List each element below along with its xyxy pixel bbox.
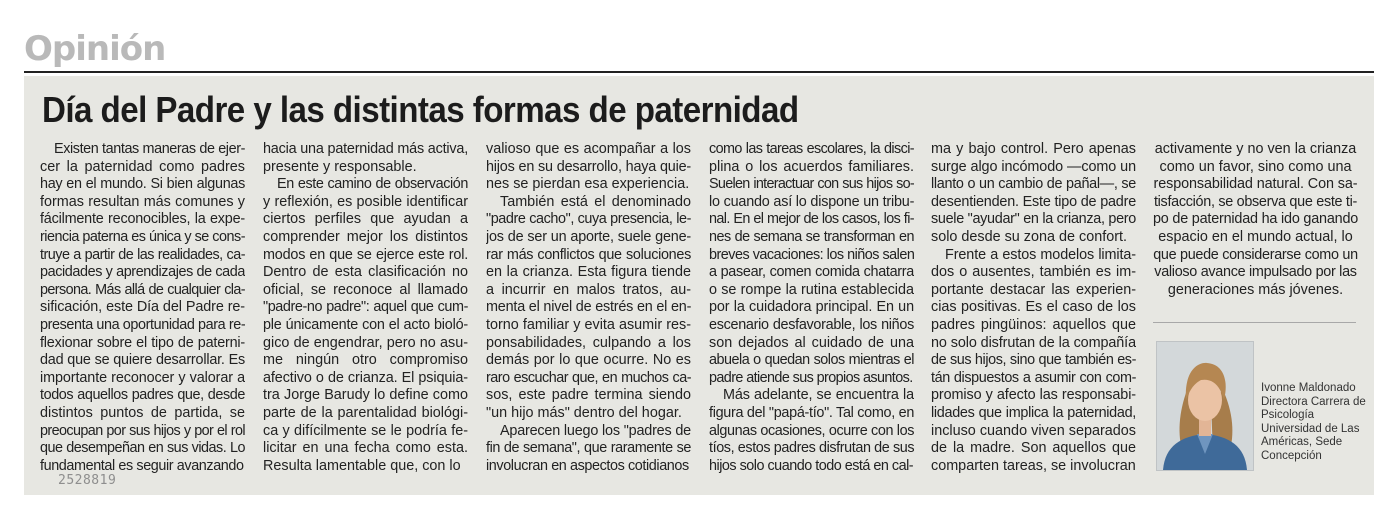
article-text-line: comparten tareas, se involucran [931, 457, 1136, 474]
article-text-line: ca y difícilmente se le podría fe- [263, 422, 468, 439]
section-rule [24, 71, 1374, 73]
article-text-line: oficial, se reconoce al llamado [263, 281, 468, 298]
article-text-line: hijos solo cuando todo está en cal- [709, 457, 914, 474]
article-column-4 [709, 141, 914, 475]
article-text-line: menta el nivel de estrés en el en- [486, 299, 691, 316]
article-text-line: preocupan por sus hijos y por el rol [40, 422, 245, 439]
article-text-line: En este camino de observación [277, 176, 468, 193]
article-text-line: riencia paterna es única y se cons- [40, 228, 245, 245]
article-text-line: de sus hijos, sino que también es- [931, 352, 1136, 369]
article-code: 2528819 [58, 473, 117, 488]
article-text-line: son dejados al cuidado de una [709, 334, 914, 351]
article-text-line: abuela o quedan solos mientras el [709, 352, 914, 369]
article-text-line: tíos, estos padres disfrutan de sus [709, 440, 914, 457]
article-text-line: incluso cuando viven separados [931, 422, 1136, 439]
article-text-line: hacia una paternidad más activa, [263, 141, 468, 157]
article-text-line: como un favor, sino como una [1159, 158, 1352, 175]
article-text-line: sificación, este Día del Padre re- [40, 299, 245, 316]
author-role-line: Directora Carrera de [1261, 395, 1366, 408]
article-text-line: figura del "papá-tío". Tal como, en [709, 404, 914, 421]
article-text-line: nes se pierdan esa experiencia. [486, 176, 690, 193]
article-text-line: escenario desfavorable, los niños [709, 316, 914, 333]
article-text-line: suele "ayudar" en la crianza, pero [931, 211, 1136, 228]
article-column-1 [40, 141, 245, 475]
article-text-line: presenta una oportunidad para re- [40, 316, 245, 333]
article-text-line: a pasear, comen comida chatarra [709, 264, 914, 281]
author-role-line: Américas, Sede [1261, 436, 1343, 449]
article-text-line: de la madre. Son aquellos que [931, 440, 1136, 457]
article-text-line: o se rompe la rutina establecida [709, 281, 914, 298]
article-text-line: algunas ocasiones, ocurre con los [709, 422, 914, 439]
article-text-line: ciertos perfiles que ayudan a [263, 211, 468, 228]
article-text-line: presente y responsable. [263, 158, 417, 175]
author-role-line: Psicología [1261, 409, 1315, 422]
article-text-line: portante destacar las experien- [931, 281, 1136, 298]
article-text-line: que puede considerarse como un [1153, 246, 1358, 263]
article-text-line: parte de la parentalidad biológi- [263, 404, 468, 421]
article-text-line: solo desde su zona de confort. [931, 228, 1128, 245]
article-text-line: responsabilidad natural. Con sa- [1153, 176, 1358, 193]
article-text-line: Resulta lamentable que, con lo [263, 457, 461, 474]
article-text-line: me ningún otro compromiso [263, 352, 468, 369]
article-text-line: hay en el mundo. Si bien algunas [40, 176, 245, 193]
article-text-line: surge algo incómodo —como un [931, 158, 1136, 175]
article-text-line: tra Jorge Barudy lo define como [263, 387, 468, 404]
article-text-line: distintos puntos de partida, se [40, 404, 245, 421]
author-separator [1153, 322, 1356, 323]
article-text-line: Existen tantas maneras de ejer- [54, 141, 245, 157]
author-role-line: Universidad de Las [1261, 422, 1360, 435]
article-text-line: fundamental es seguir avanzando [40, 457, 244, 474]
article-text-line: padres pingüinos: aquellos que [931, 316, 1136, 333]
article-text-line: hijos en su desarrollo, haya quie- [486, 158, 691, 175]
article-text-line: dad que se quiere desarrollar. Es [40, 352, 245, 369]
article-text-line: breves vacaciones: los niños salen [709, 246, 914, 263]
article-text-line: valioso que es acompañar a los [486, 141, 691, 157]
article-text-line: Dentro de esta clasificación no [263, 264, 468, 281]
article-text-line: ponsabilidades, culpando a los [486, 334, 691, 351]
article-text-line: padre atiende sus propios asuntos. [709, 369, 913, 386]
article-text-line: fin de semana", que raramente se [486, 440, 691, 457]
article-text-line: cias positivas. Es el caso de los [931, 299, 1136, 316]
article-text-line: "padre cacho", cuya presencia, le- [486, 211, 691, 228]
article-text-line: afectivo o de crianza. El psiquia- [263, 369, 468, 386]
article-text-line: truye a partir de las realidades, ca- [40, 246, 245, 263]
article-text-line: no solo disfrutan de la compañía [931, 334, 1136, 351]
author-name: Ivonne Maldonado [1261, 382, 1356, 394]
article-text-line: "un hijo más" dentro del hogar. [486, 404, 682, 421]
article-text-line: a incurrir en malos tratos, au- [486, 281, 691, 298]
article-column-6 [1153, 141, 1358, 299]
article-text-line: formas resultan más comunes y [40, 193, 245, 210]
article-column-5 [931, 141, 1136, 475]
article-text-line: gico de engendrar, pero no asu- [263, 334, 468, 351]
article-text-line: por la cuidadora principal. En un [709, 299, 914, 316]
article-text-line: tán dispuestos a asumir con com- [931, 369, 1136, 386]
article-text-line: llanto o un cambio de pañal—, se [931, 176, 1136, 193]
article-text-line: "padre-no padre": aquel que cum- [263, 299, 468, 316]
article-text-line: comprender mejor los distintos [263, 228, 468, 245]
article-text-line: torno familiar y evita asumir res- [486, 316, 691, 333]
article-text-line: todos aquellos padres que, desde [40, 387, 245, 404]
article-text-line: jos de ser un aporte, suele gene- [486, 228, 691, 245]
article-text-line: importante reconocer y valorar a [40, 369, 245, 386]
article-text-line: También está el denominado [500, 193, 691, 210]
article-text-line: modos en que se ejerce este rol. [263, 246, 468, 263]
article-text-line: licitar en una fecha como esta. [263, 440, 468, 457]
article-text-line: flexionar sobre el tipo de paterni- [40, 334, 245, 351]
article-column-3 [486, 141, 691, 475]
article-text-line: dos o ausentes, también es im- [931, 264, 1136, 281]
article-column-2 [263, 141, 468, 475]
author-credit [1261, 382, 1371, 464]
article-text-line: generaciones más jóvenes. [1167, 281, 1344, 298]
article-text-line: persona. Más allá de cualquier cla- [40, 281, 245, 298]
article-text-line: raro escuchar que, en muchos ca- [486, 369, 691, 386]
article-text-line: activamente y no ven la crianza [1154, 141, 1357, 157]
article-text-line: valioso avance impulsado por las [1154, 264, 1357, 281]
article-text-line: pacidades y aprendizajes de cada [40, 264, 245, 281]
article-text-line: como las tareas escolares, la disci- [709, 141, 914, 157]
article-text-line: Frente a estos modelos limita- [945, 246, 1136, 263]
author-photo [1156, 341, 1254, 471]
article-text-line: Aparecen luego los "padres de [500, 422, 691, 439]
article-text-line: nes de semana se transforman en [709, 228, 914, 245]
article-text-line: nal. En el mejor de los casos, los fi- [709, 211, 914, 228]
article-text-line: fácilmente reconocibles, la expe- [40, 211, 245, 228]
article-text-line: promiso y afecto las responsabi- [931, 387, 1136, 404]
article-text-line: ma y bajo control. Pero apenas [931, 141, 1136, 157]
article-text-line: lidades que implica la paternidad, [931, 404, 1136, 421]
article-text-line: involucran en aspectos cotidianos [486, 457, 689, 474]
section-title: Opinión [24, 29, 166, 69]
article-text-line: demás por lo que ocurre. No es [486, 352, 691, 369]
article-text-line: rar más conflictos que soluciones [486, 246, 691, 263]
author-role-line: Concepción [1261, 449, 1322, 462]
article-headline: Día del Padre y las distintas formas de paternidad [42, 89, 799, 130]
article-text-line: tisfacción, se observa que este ti- [1153, 193, 1358, 210]
article-text-line: po de paternidad ha ido ganando [1153, 211, 1358, 228]
article-panel [24, 76, 1374, 495]
article-text-line: ple únicamente con el acto bioló- [263, 316, 468, 333]
article-text-line: en la crianza. Esta figura tiende [486, 264, 691, 281]
article-text-line: cer la paternidad como padres [40, 158, 245, 175]
article-text-line: lo cuando así lo dispone un tribu- [709, 193, 914, 210]
article-text-line: Suelen interactuar con sus hijos so- [709, 176, 914, 193]
article-text-line: espacio en el mundo actual, lo [1158, 228, 1353, 245]
article-text-line: plina o los acuerdos familiares. [709, 158, 914, 175]
article-text-line: que desempeñan en sus vidas. Lo [40, 440, 245, 457]
article-text-line: desentienden. Este tipo de padre [931, 193, 1136, 210]
article-text-line: Más adelante, se encuentra la [723, 387, 914, 404]
article-text-line: sos, este padre termina siendo [486, 387, 691, 404]
article-text-line: y reflexión, es posible identificar [263, 193, 468, 210]
